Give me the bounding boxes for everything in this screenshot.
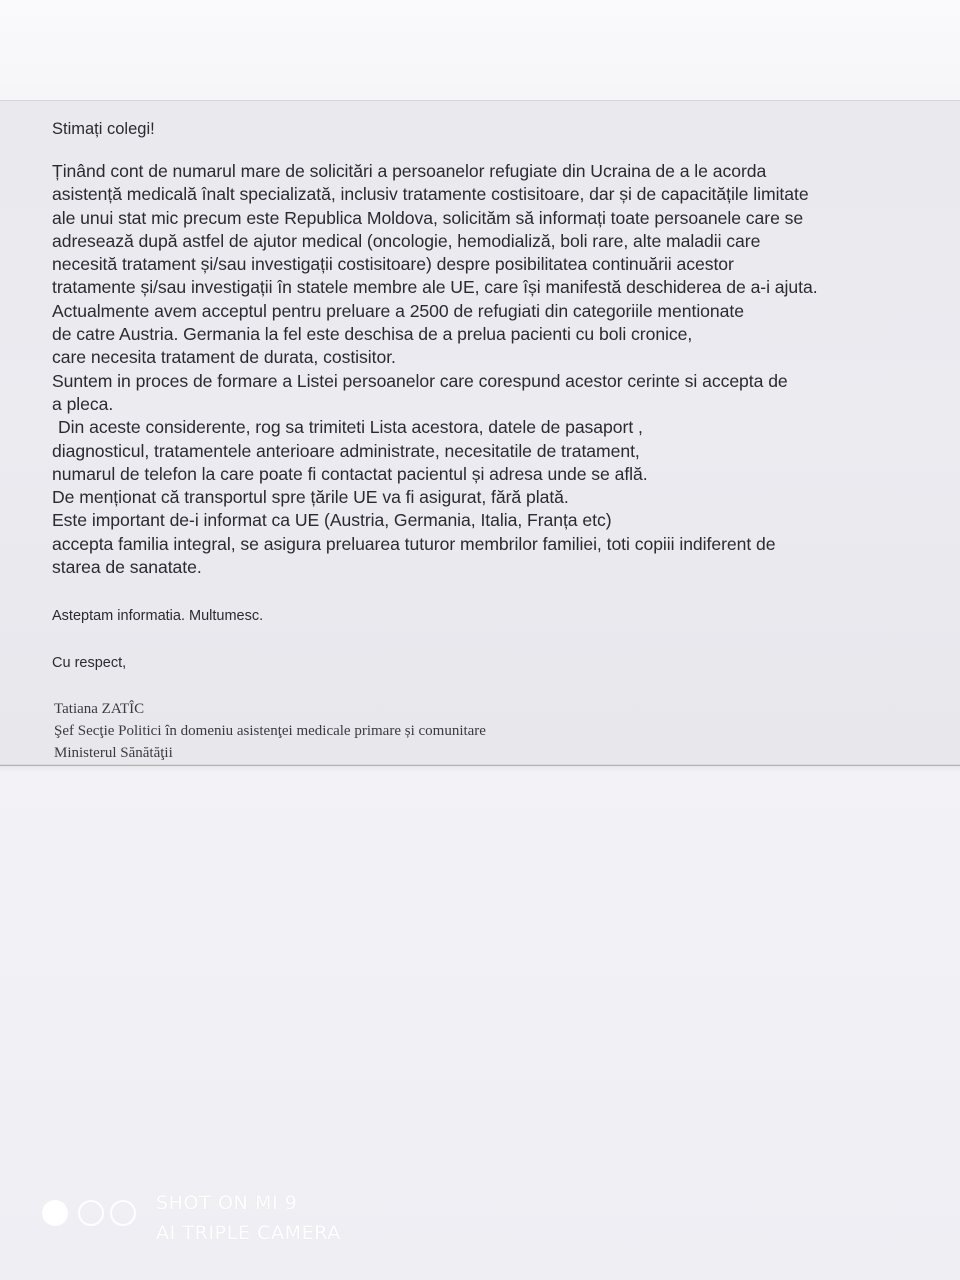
ring-circle-icon xyxy=(78,1200,104,1226)
letter-body xyxy=(52,160,957,579)
body-line: adresează după astfel de ajutor medical (oncologie, hemodializă, boli rare, alte maladii care xyxy=(52,230,761,251)
camera-dots-icon xyxy=(40,1200,140,1230)
body-line: Actualmente avem acceptul pentru preluare a 2500 de refugiati din categoriile mentionate xyxy=(52,300,744,321)
body-line: ale unui stat mic precum este Republica Moldova, solicităm să informați toate persoanele care se xyxy=(52,207,804,228)
body-line: care necesita tratament de durata, costisitor. xyxy=(52,347,396,368)
body-line: a pleca. xyxy=(52,393,114,414)
filled-circle-icon xyxy=(42,1200,68,1226)
body-line: Suntem in proces de formare a Listei persoanelor care corespund acestor cerinte si accepta de xyxy=(52,370,788,391)
body-line: numarul de telefon la care poate fi contactat pacientul și adresa unde se află. xyxy=(52,463,648,484)
signatory-position: Şef Secţie Politici în domeniu asistenţei medicale primare și comunitare xyxy=(54,723,486,739)
body-line: De menționat că transportul spre țările UE va fi asigurat, fără plată. xyxy=(52,487,569,508)
paper-shadow xyxy=(0,764,960,772)
body-line: asistență medicală înalt specializată, inclusiv tratamente costisitoare, dar și de capacitățile limitate xyxy=(52,184,809,205)
background-top xyxy=(0,0,960,100)
signature-block xyxy=(54,698,486,764)
signatory-ministry: Ministerul Sănătăţii xyxy=(54,745,173,761)
body-line: Din aceste considerente, rog sa trimiteti Lista acestora, datele de pasaport , xyxy=(58,417,643,438)
ring-circle-icon xyxy=(110,1200,136,1226)
watermark-line-1: SHOT ON MI 9 xyxy=(156,1192,298,1214)
body-line: necesită tratament și/sau investigații costisitoare) despre posibilitatea continuării acestor xyxy=(52,254,734,275)
signatory-name: Tatiana ZATÎC xyxy=(54,701,145,717)
body-line: tratamente și/sau investigații în statele membre ale UE, care își manifestă deschiderea de a-i ajuta. xyxy=(52,277,818,298)
body-line: Ținând cont de numarul mare de solicitări a persoanelor refugiate din Ucraina de a le acorda xyxy=(52,161,767,181)
letter-greeting: Stimați colegi! xyxy=(52,120,155,138)
body-line: starea de sanatate. xyxy=(52,557,202,578)
closing-regards: Cu respect, xyxy=(52,655,127,671)
watermark-line-2: AI TRIPLE CAMERA xyxy=(156,1222,341,1244)
body-line: de catre Austria. Germania la fel este deschisa de a prelua pacienti cu boli cronice, xyxy=(52,324,693,345)
body-line: diagnosticul, tratamentele anterioare administrate, necesitatile de tratament, xyxy=(52,440,640,461)
body-line: accepta familia integral, se asigura preluarea tuturor membrilor familiei, toti copiii indiferent de xyxy=(52,533,776,554)
watermark-text xyxy=(156,1188,341,1248)
closing-request: Asteptam informatia. Multumesc. xyxy=(52,608,264,624)
body-line: Este important de-i informat ca UE (Austria, Germania, Italia, Franța etc) xyxy=(52,510,612,531)
